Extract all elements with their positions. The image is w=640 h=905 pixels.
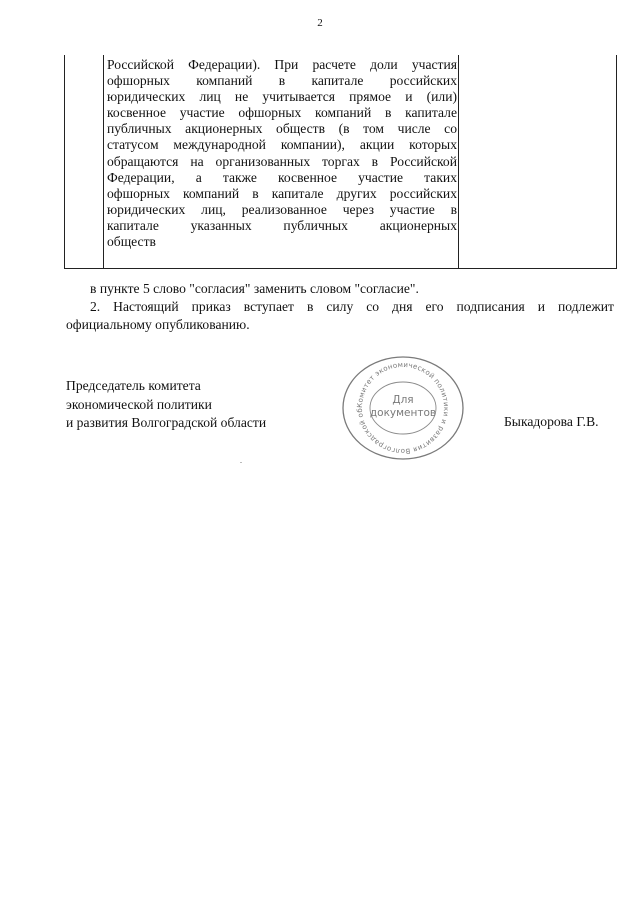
- stamp-center-text: Для: [392, 394, 414, 406]
- table-cell-line: косвенное участие офшорных компаний в капитале: [107, 105, 457, 121]
- table-cell-line: офшорных компаний в капитале российских: [107, 73, 457, 89]
- signatory-title-line: и развития Волгоградской области: [66, 415, 267, 430]
- table-cell-line: статусом международной компании), акции которых: [107, 137, 457, 153]
- item-2-paragraph: [66, 298, 614, 334]
- table-cell-line: юридических лиц, реализованное через участие в: [107, 201, 457, 217]
- item-2-line: официальному опубликованию.: [66, 317, 250, 332]
- table-cell-line: публичных акционерных обществ (в том числе со: [107, 121, 457, 137]
- stamp-center-text: документов: [369, 407, 437, 419]
- scan-speck: [240, 462, 242, 463]
- table-cell-line: Федерации, а также косвенное участие таких: [107, 169, 457, 185]
- table-fragment: [64, 55, 617, 269]
- table-cell-line: офшорных компаний в капитале других российских: [107, 185, 457, 201]
- table-column-divider: [103, 55, 104, 268]
- table-column-divider: [458, 55, 459, 268]
- stamp-seal-graphic: [338, 354, 468, 462]
- official-stamp: [338, 354, 468, 462]
- page-number: 2: [317, 17, 323, 29]
- signatory-title-line: Председатель комитета: [66, 378, 201, 393]
- table-cell-text: [107, 57, 457, 250]
- table-cell-line: Российской Федерации). При расчете доли участия: [107, 57, 457, 72]
- signatory-title: [66, 377, 266, 433]
- table-cell-line: юридических лиц не учитывается прямое и (или): [107, 89, 457, 105]
- amendment-paragraph: в пункте 5 слово "согласия" заменить словом "согласие".: [90, 281, 419, 296]
- table-cell-line: обществ: [107, 234, 156, 250]
- table-cell-line: обращаются на организованных торгах в Российской: [107, 153, 457, 169]
- stamp-ring-text: Комитет экономической политики и развития Волгоградской об: [355, 360, 451, 456]
- signatory-title-line: экономической политики: [66, 396, 212, 412]
- signer-name: Быкадорова Г.В.: [504, 414, 599, 429]
- table-cell-line: капитале указанных публичных акционерных: [107, 217, 457, 233]
- item-2-line: 2. Настоящий приказ вступает в силу со дня его подписания и подлежит: [90, 299, 614, 314]
